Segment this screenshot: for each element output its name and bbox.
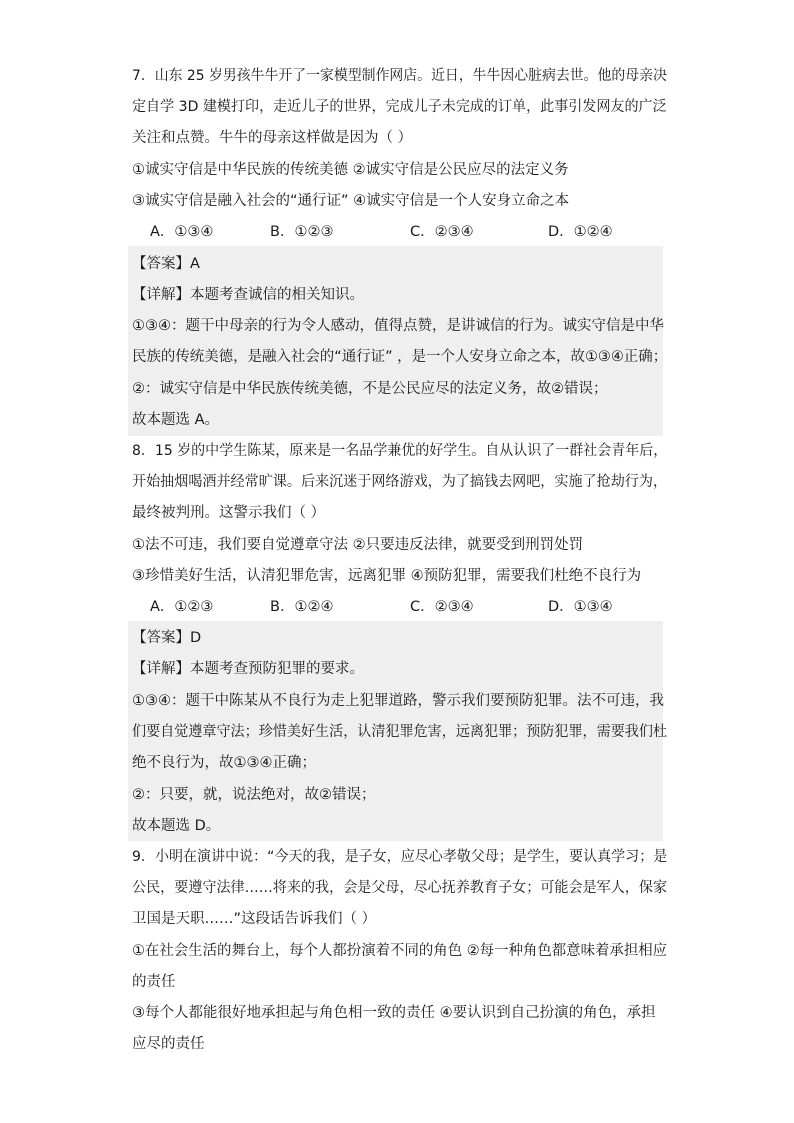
q8-statement-line-2: ③珍惜美好生活，认清犯罪危害，远离犯罪 ④预防犯罪，需要我们杜绝不良行为	[132, 568, 642, 584]
q8-analysis-line-5: ②：只要，就，说法绝对，故②错误；	[132, 787, 376, 803]
q8-option-d: D．①③④	[548, 599, 613, 615]
q9-stem-line-1: 9．小明在演讲中说：“今天的我，是子女，应尽心孝敬父母；是学生，要认真学习；是	[132, 849, 668, 865]
q9-stem-line-2: 公民，要遵守法律……将来的我，会是父母，尽心抚养教育子女；可能会是军人，保家	[132, 880, 668, 896]
q7-answer: 【答案】A	[132, 256, 200, 272]
q7-option-a: A．①③④	[150, 224, 214, 240]
q7-stem-line-3: 关注和点赞。牛牛的母亲这样做是因为（ ）	[132, 130, 413, 146]
q8-stem-line-2: 开始抽烟喝酒并经常旷课。后来沉迷于网络游戏，为了搞钱去网吧，实施了抢劫行为，	[132, 474, 668, 490]
q8-statement-line-1: ①法不可违，我们要自觉遵章守法 ②只要违反法律，就要受到刑罚处罚	[132, 537, 584, 553]
q9-statement-line-3: ③每个人都能很好地承担起与角色相一致的责任 ④要认识到自己扮演的角色，承担	[132, 1005, 656, 1021]
q7-analysis-line-2: ①③④：题干中母亲的行为令人感动，值得点赞，是讲诚信的行为。诚实守信是中华	[132, 318, 664, 334]
q7-stem-line-1: 7．山东 25 岁男孩牛牛开了一家模型制作网店。近日，牛牛因心脏病去世。他的母亲决	[132, 68, 667, 84]
q8-stem-line-1: 8．15 岁的中学生陈某，原来是一名品学兼优的好学生。自从认识了一群社会青年后，	[132, 443, 668, 459]
q8-analysis-line-2: ①③④：题干中陈某从不良行为走上犯罪道路，警示我们要预防犯罪。法不可违，我	[132, 693, 664, 709]
q7-statement-line-1: ①诚实守信是中华民族的传统美德 ②诚实守信是公民应尽的法定义务	[132, 162, 569, 178]
q8-answer: 【答案】D	[132, 630, 202, 646]
q8-analysis-line-3: 们要自觉遵章守法；珍惜美好生活，认清犯罪危害，远离犯罪；预防犯罪，需要我们杜	[132, 724, 668, 740]
q9-stem-line-3: 卫国是天职……”这段话告诉我们（ ）	[132, 911, 377, 927]
q7-analysis-line-5: 故本题选 A。	[132, 412, 220, 428]
q8-option-b: B．①②④	[270, 599, 334, 615]
q9-statement-line-1: ①在社会生活的舞台上，每个人都扮演着不同的角色 ②每一种角色都意味着承担相应	[132, 943, 668, 959]
q7-option-b: B．①②③	[270, 224, 334, 240]
q7-analysis-line-4: ②：诚实守信是中华民族传统美德，不是公民应尽的法定义务，故②错误；	[132, 381, 608, 397]
q7-statement-line-2: ③诚实守信是融入社会的“通行证” ④诚实守信是一个人安身立命之本	[132, 193, 570, 209]
q8-option-c: C．②③④	[410, 599, 474, 615]
q8-analysis-line-6: 故本题选 D。	[132, 818, 221, 834]
q9-statement-line-4: 应尽的责任	[132, 1036, 205, 1052]
q7-answer-block	[128, 246, 668, 436]
q7-option-c: C．②③④	[410, 224, 474, 240]
q9-statement-line-2: 的责任	[132, 974, 176, 990]
q7-stem-line-2: 定自学 3D 建模打印，走近儿子的世界，完成儿子未完成的订单，此事引发网友的广泛	[132, 99, 667, 115]
q8-stem-line-3: 最终被判刑。这警示我们（ ）	[132, 505, 326, 521]
q7-analysis-line-3: 民族的传统美德，是融入社会的“通行证” ，是一个人安身立命之本，故①③④正确；	[132, 349, 668, 365]
q8-option-a: A．①②③	[150, 599, 214, 615]
q8-analysis-line-4: 绝不良行为，故①③④正确；	[132, 755, 316, 771]
q8-analysis-line-1: 【详解】本题考查预防犯罪的要求。	[132, 661, 364, 677]
q7-option-d: D．①②④	[548, 224, 613, 240]
q7-analysis-line-1: 【详解】本题考查诚信的相关知识。	[132, 287, 364, 303]
